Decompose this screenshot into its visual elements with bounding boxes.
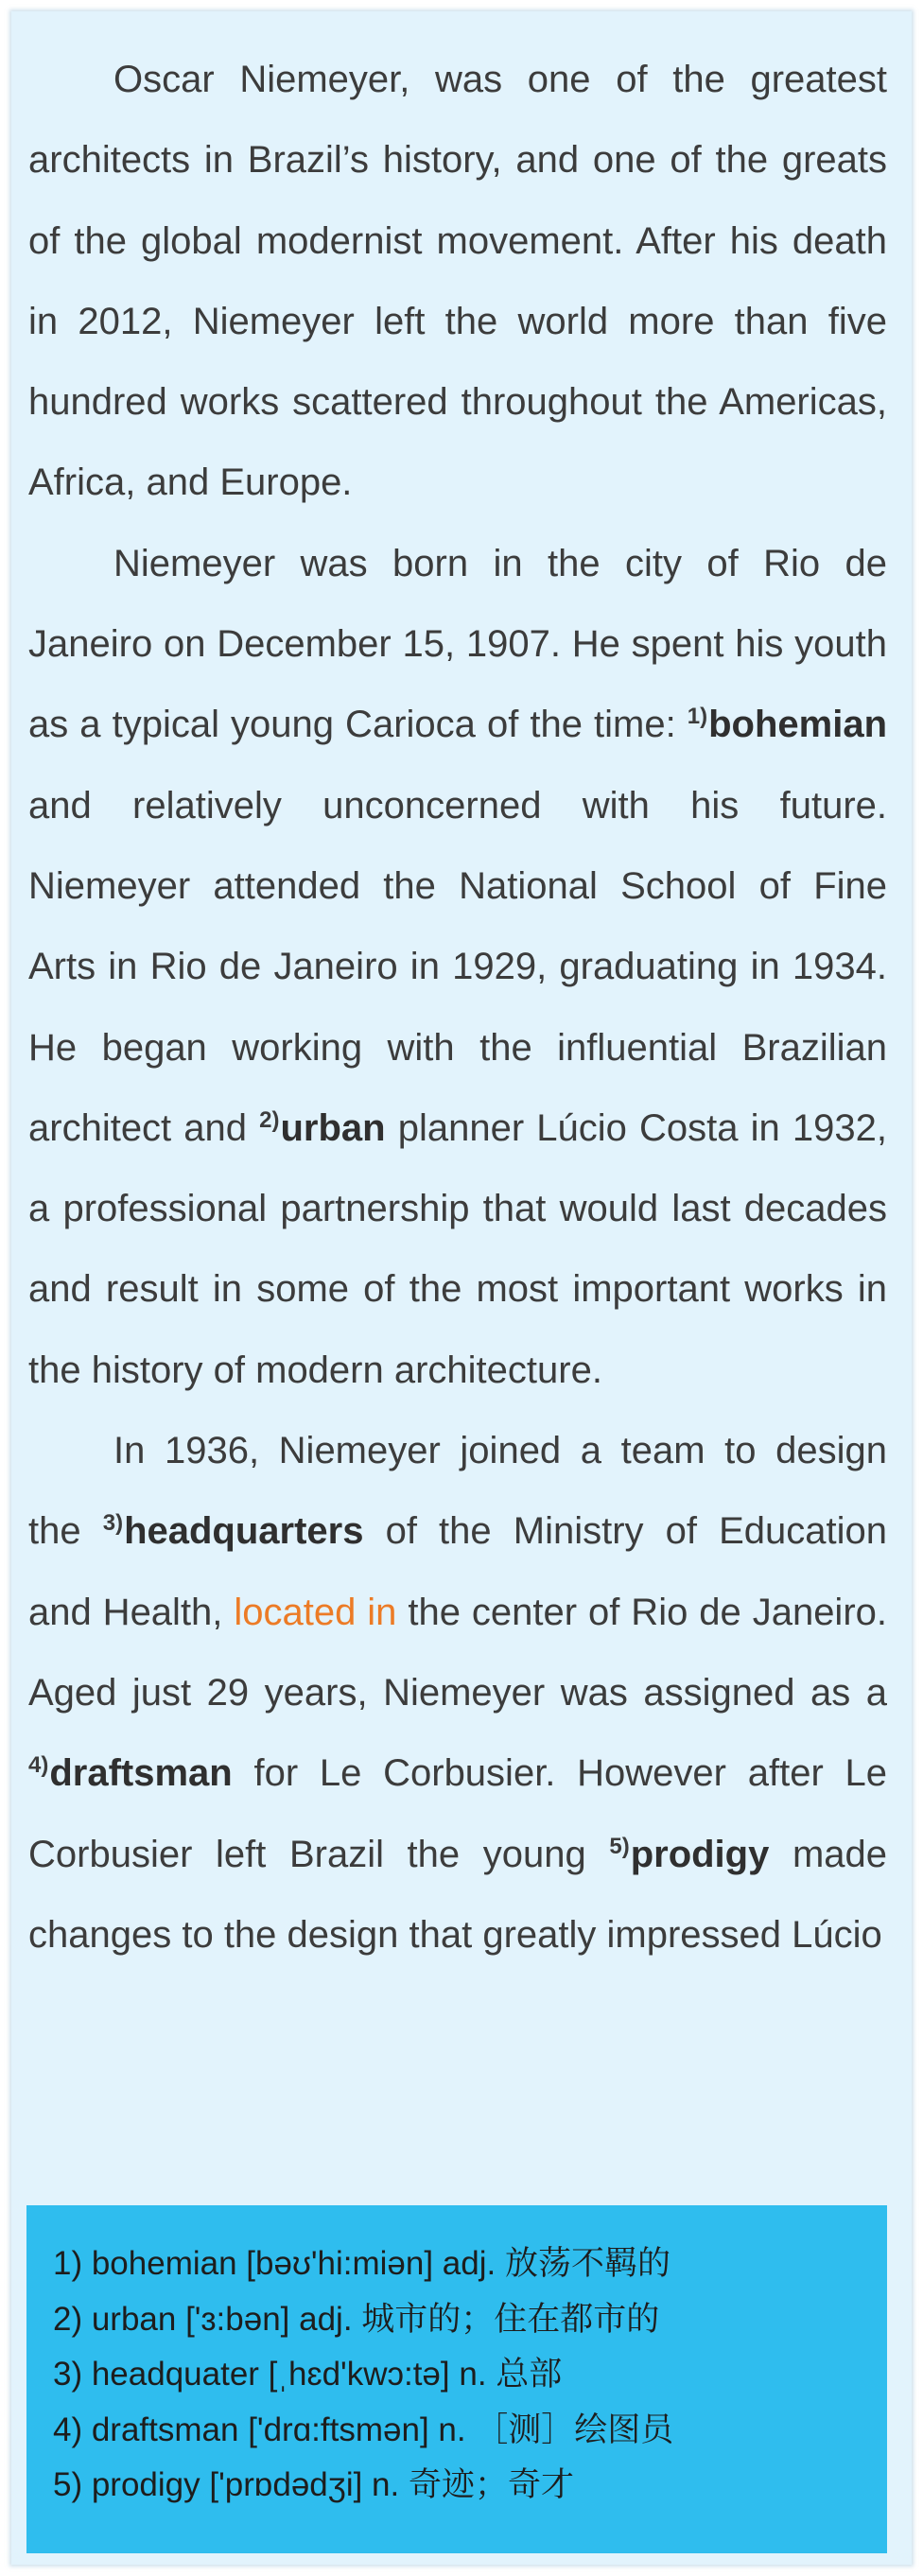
vocabulary-glossary bbox=[26, 2205, 887, 2553]
paragraph bbox=[28, 524, 887, 1411]
footnote-marker: 3) bbox=[102, 1510, 124, 1537]
footnote-marker: 5) bbox=[609, 1833, 630, 1859]
text-run: the center of Rio de Janeiro. Aged just 29 years, Niemeyer was assigned as a bbox=[28, 1591, 888, 1714]
paragraph bbox=[28, 40, 887, 524]
footnote-marker: 4) bbox=[28, 1752, 49, 1779]
text-run: Niemeyer was born in the city of Rio de Janeiro on December 15, 1907. He spent his youth as a typical young Carioca of the time: bbox=[28, 542, 887, 746]
text-run: Oscar Niemeyer, was one of the greatest architects in Brazil’s history, and one of the greats of the global modernist movement. After his death in 2012, Niemeyer left the world more than five hundred works scattered throughout the Americas, Africa, and Europe. bbox=[28, 59, 887, 504]
text-run: and relatively unconcerned with his future. Niemeyer attended the National School of Fine Arts in Rio de Janeiro in 1929, graduating in 1934. He began working with the influential Brazilian architect and bbox=[28, 784, 887, 1149]
glossary-item: 2) urban ['ɜ:bən] adj. 城市的；住在都市的 bbox=[53, 2300, 660, 2338]
glossary-item: 1) bohemian [bəʊ'hi:miən] adj. 放荡不羁的 bbox=[53, 2245, 670, 2282]
paragraph bbox=[28, 1411, 887, 1976]
text-run: In 1936, Niemeyer joined a team to design the bbox=[28, 1430, 887, 1553]
glossary-item: 3) headquater [ˌhɛd'kwɔ:tə] n. 总部 bbox=[53, 2356, 563, 2393]
highlighted-phrase: located in bbox=[234, 1591, 397, 1633]
vocabulary-keyword: draftsman bbox=[49, 1752, 233, 1795]
footnote-marker: 2) bbox=[259, 1106, 280, 1133]
article-card bbox=[11, 11, 912, 2565]
glossary-item: 5) prodigy ['prɒdədʒi] n. 奇迹；奇才 bbox=[53, 2466, 574, 2503]
footnote-marker: 1) bbox=[687, 704, 708, 730]
vocabulary-keyword: urban bbox=[280, 1106, 386, 1149]
text-run: made changes to the design that greatly impressed Lúcio bbox=[28, 1833, 888, 1956]
article-body bbox=[28, 40, 887, 1976]
text-run: for Le Corbusier. However after Le Corbusier left Brazil the young bbox=[28, 1752, 887, 1875]
vocabulary-keyword: headquarters bbox=[124, 1510, 364, 1553]
glossary-item: 4) draftsman ['drɑ:ftsmən] n. ［测］绘图员 bbox=[53, 2411, 674, 2448]
vocabulary-keyword: bohemian bbox=[708, 704, 887, 746]
vocabulary-keyword: prodigy bbox=[630, 1833, 770, 1875]
text-run: planner Lúcio Costa in 1932, a professional partnership that would last decades and result in some of the most important works in the history of modern architecture. bbox=[28, 1106, 887, 1391]
text-run: of the Ministry of Education and Health, bbox=[28, 1510, 888, 1633]
